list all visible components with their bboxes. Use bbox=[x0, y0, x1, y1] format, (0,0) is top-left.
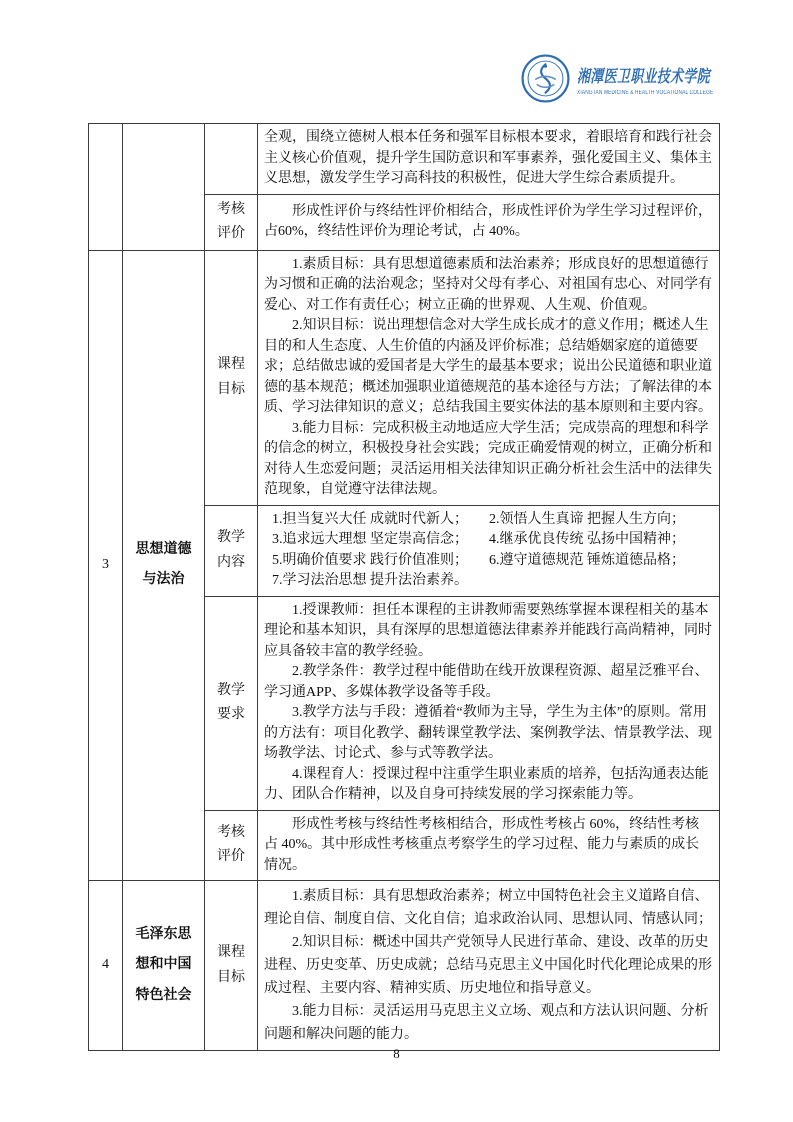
section-label: 课程目标 bbox=[217, 357, 245, 397]
section-label-cell bbox=[205, 194, 258, 250]
paragraph: 2.知识目标：概述中国共产党领导人民进行革命、建设、改革的历史进程、历史变革、历史成就；总结马克思主义中国化时代化理论成果的形成过程、主要内容、精神实质、历史地位和指导意义。 bbox=[264, 935, 712, 996]
course-name-cell bbox=[123, 881, 205, 1051]
list-item: 5.明确价值要求 践行价值准则； 6.遵守道德规范 锤炼道德品格； bbox=[272, 552, 685, 568]
course-goals-cell bbox=[258, 250, 720, 505]
section-label: 教学内容 bbox=[217, 530, 245, 570]
section-label-cell bbox=[205, 881, 258, 1051]
list-item: 1.担当复兴大任 成就时代新人； 2.领悟人生真谛 把握人生方向； bbox=[272, 511, 685, 527]
section-label: 考核评价 bbox=[217, 824, 245, 865]
course-name-cell bbox=[123, 250, 205, 881]
section-label-cell bbox=[205, 505, 258, 596]
college-name-en: XIANGTAN MEDICINE & HEALTH VOCATIONAL COLLEGE bbox=[577, 89, 714, 96]
paragraph: 2.知识目标：说出理想信念对大学生成长成才的意义作用；概述人生目的和人生态度、人生价值的内涵及评价标准；总结婚姻家庭的道德要求；总结做忠诚的爱国者是大学生的最基本要求；说出公民道德和职业道德的基本规范；概述加强职业道德规范的基本途径与方法；了解法律的本质、学习法律知识的意义；总结我国主要实体法的基本原则和主要内容。 bbox=[264, 318, 712, 415]
paragraph: 形成性考核与终结性考核相结合，形成性考核占 60%，终结性考核占 40%。其中形成性考核重点考察学生的学习过程、能力与素质的成长情况。 bbox=[264, 816, 700, 873]
teaching-content-cell bbox=[258, 505, 720, 596]
section-label: 课程目标 bbox=[217, 945, 245, 985]
carryover-content-cell bbox=[258, 124, 720, 195]
course-goals-cell bbox=[258, 881, 720, 1051]
list-item: 3.追求远大理想 坚定崇高信念； 4.继承优良传统 弘扬中国精神； bbox=[272, 532, 685, 547]
college-emblem-icon bbox=[521, 54, 570, 103]
row-index: 3 bbox=[89, 250, 123, 881]
page-number: 8 bbox=[393, 1046, 400, 1061]
list-item: 7.学习法治思想 提升法治素养。 bbox=[272, 573, 468, 588]
college-name-block bbox=[577, 62, 714, 96]
assessment-content-cell bbox=[258, 194, 720, 250]
paragraph: 2.教学条件：教学过程中能借助在线开放课程资源、超星泛雅平台、学习通APP、多媒体教学设备等手段。 bbox=[264, 664, 709, 700]
paragraph: 1.授课教师：担任本课程的主讲教师需要熟练掌握本课程相关的基本理论和基本知识，具有深厚的思想道德法律素养并能践行高尚精神，同时应具备较丰富的教学经验。 bbox=[264, 602, 712, 659]
assessment-content-cell bbox=[258, 810, 720, 881]
college-name-zh: 湘潭医卫职业技术学院 bbox=[577, 66, 710, 86]
paragraph: 形成性评价与终结性评价相结合，形成性评价为学生学习过程评价，占60%，终结性评价为理论考试，占 40%。 bbox=[264, 203, 712, 239]
section-label: 教学要求 bbox=[217, 682, 245, 722]
paragraph: 4.课程育人：授课过程中注重学生职业素质的培养，包括沟通表达能力、团队合作精神，以及自身可持续发展的学习探索能力等。 bbox=[264, 766, 709, 802]
course-name: 毛泽东思想和中国特色社会 bbox=[135, 927, 192, 1003]
paragraph: 3.能力目标：灵活运用马克思主义立场、观点和方法认识问题、分析问题和解决问题的能力。 bbox=[264, 1004, 709, 1042]
table-row-course-3-goals bbox=[89, 250, 720, 505]
row-index: 4 bbox=[89, 881, 123, 1051]
section-label-cell bbox=[205, 250, 258, 505]
paragraph: 1.素质目标：具有思想政治素养；树立中国特色社会主义道路自信、理论自信、制度自信、文化自信；追求政治认同、思想认同、情感认同； bbox=[264, 889, 712, 927]
section-label: 考核评价 bbox=[217, 201, 245, 241]
row-index-cell-empty bbox=[89, 124, 123, 251]
section-label-cell bbox=[205, 810, 258, 881]
paragraph: 全观，围绕立德树人根本任务和强军目标根本要求，着眼培育和践行社会主义核心价值观，提升学生国防意识和军事素养，强化爱国主义、集体主义思想，激发学生学习高科技的积极性，促进大学生综合素质提升。 bbox=[264, 130, 712, 186]
table-row-carryover bbox=[89, 124, 720, 195]
college-logo bbox=[521, 54, 714, 103]
course-table bbox=[88, 123, 720, 1051]
section-label-cell bbox=[205, 596, 258, 810]
paragraph: 1.素质目标：具有思想道德素质和法治素养；形成良好的思想道德行为习惯和正确的法治观念；坚持对父母有孝心、对祖国有忠心、对同学有爱心、对工作有责任心；树立正确的世界观、人生观、价值观。 bbox=[264, 256, 712, 313]
table-row-course-4-goals bbox=[89, 881, 720, 1051]
section-label-cell-empty bbox=[205, 124, 258, 195]
course-name: 思想道德与法治 bbox=[135, 542, 192, 588]
paragraph: 3.教学方法与手段：遵循着“教师为主导，学生为主体”的原则。常用的方法有：项目化教学、翻转课堂教学法、案例教学法、情景教学法、现场教学法、讨论式、参与式等教学法。 bbox=[264, 705, 712, 761]
teaching-requirements-cell bbox=[258, 596, 720, 810]
course-name-cell-empty bbox=[123, 124, 205, 251]
paragraph: 3.能力目标：完成积极主动地适应大学生活；完成崇高的理想和科学的信念的树立，积极投身社会实践；完成正确爱情观的树立，正确分析和对待人生恋爱问题；灵活运用相关法律知识正确分析社会生活中的法律失范现象，自觉遵守法律法规。 bbox=[264, 420, 712, 497]
